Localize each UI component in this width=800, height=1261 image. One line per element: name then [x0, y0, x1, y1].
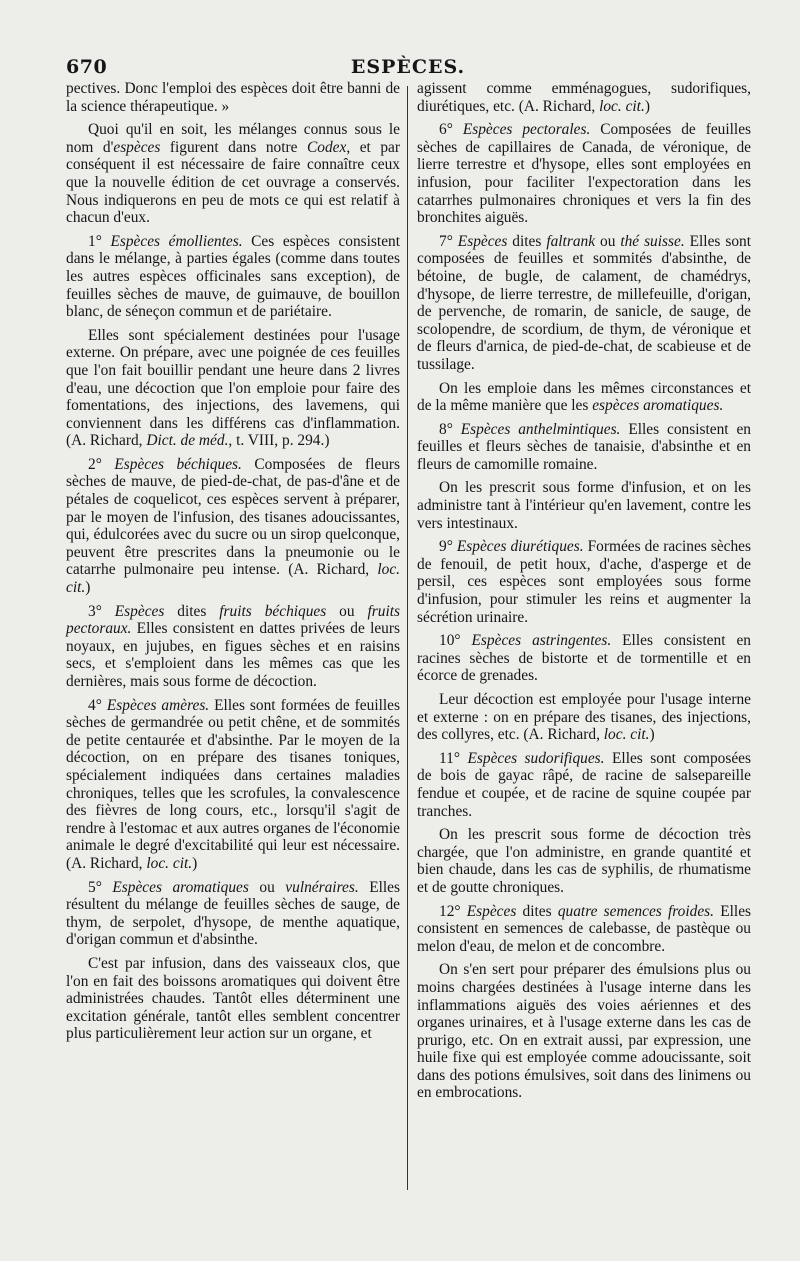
column-divider	[407, 86, 408, 1190]
paragraph: On les prescrit sous forme d'infusion, et on les administre tant à l'intérieur qu'en lavement, contre les vers intestinaux.	[417, 479, 751, 532]
section-ameres: 4° Espèces amères. Elles sont formées de feuilles sèches de germandrée ou petit chêne, et de sommités de petite centaurée et d'absinthe. Par le moyen de la décoction, on en prépare des tisanes toniques, spécialement indiquées dans certaines maladies chroniques, telles que les scrofules, la convalescence des fièvres de long cours, etc., lorsqu'il s'agit de rendre à l'estomac et aux autres organes de l'économie animale le degré d'excitabilité qui leur est nécessaire. (A. Richard, loc. cit.)	[66, 696, 400, 872]
section-emollientes: 1° Espèces émollientes. Ces espèces consistent dans le mélange, à parties égales (comme dans toutes les autres espèces officinales sans exception), de feuilles sèches de mauve, de guimauve, de bouillon blanc, de séneçon commun et de pariétaire.	[66, 232, 400, 321]
section-pectorales: 6° Espèces pectorales. Composées de feuilles sèches de capillaires de Canada, de véronique, de lierre terrestre et d'hysope, elles sont employées en infusion, pour faciliter l'expectoration dans les catarrhes pulmonaires chroniques et vers la fin des bronchites aiguës.	[417, 121, 752, 227]
section-title: Espèces	[466, 902, 517, 920]
paragraph: pectives. Donc l'emploi des espèces doit être banni de la science thérapeutique. »	[66, 80, 400, 115]
section-title: Espèces aromatiques	[112, 878, 249, 896]
paragraph: Leur décoction est employée pour l'usage interne et externe : on en prépare des tisanes, des injections, des collyres, etc. (A. Richard, loc. cit.)	[417, 691, 751, 744]
section-diuretiques: 9° Espèces diurétiques. Formées de racines sèches de fenouil, de petit houx, d'ache, d'asperge et de persil, ces espèces sont employées sous forme d'infusion, pour stimuler les reins et augmenter la sécrétion urinaire.	[417, 538, 752, 626]
running-title: ESPÈCES.	[350, 56, 466, 78]
paragraph: Quoi qu'il en soit, les mélanges connus sous le nom d'espèces figurent dans notre Codex, et par conséquent il est nécessaire de faire connaître ceux que la nouvelle édition de cet ouvrage a conservés. Nous indiquerons en peu de mots ce qui est relatif à chacun d'eux.	[66, 121, 400, 227]
section-title: Espèces anthelmintiques.	[460, 420, 621, 438]
paragraph: On les prescrit sous forme de décoction très chargée, que l'on administre, en grande quantité et bien chaude, dans les cas de syphilis, de rhumatisme et de goutte chroniques.	[417, 826, 751, 896]
section-fruits-bechiques: 3° Espèces dites fruits béchiques ou fruits pectoraux. Elles consistent en dattes privées de leurs noyaux, en jujubes, en figues sèches et en raisins secs, et s'emploient dans les mêmes cas que les dernières, mais sous forme de décoction.	[66, 602, 401, 690]
section-title: Espèces béchiques.	[114, 455, 242, 473]
paragraph: On s'en sert pour préparer des émulsions plus ou moins chargées destinées à l'usage interne dans les inflammations aiguës des voies aériennes et des organes urinaires, et à l'usage externe dans les cas de prurigo, etc. On en extrait aussi, par expression, une huile fixe qui est employée comme adoucissante, soit dans des potions émulsives, soit dans des linimens ou en embrocations.	[417, 961, 751, 1102]
section-semences-froides: 12° Espèces dites quatre semences froides. Elles consistent en semences de calebasse, de pastèque ou melon d'eau, de melon et de concombre.	[417, 902, 752, 955]
section-title: Espèces amères.	[106, 696, 210, 714]
section-sudorifiques: 11° Espèces sudorifiques. Elles sont composées de bois de gayac râpé, de racine de salsepareille fendue et coupée, et de racine de squine coupée par tranches.	[417, 749, 751, 820]
page-header	[66, 56, 750, 80]
section-bechiques: 2° Espèces béchiques. Composées de fleurs sèches de mauve, de pied-de-chat, de pas-d'âne et de pétales de coquelicot, ces espèces servent à préparer, par le moyen de l'infusion, des tisanes adoucissantes, qui, édulcorées avec du sucre ou un sirop quelconque, peuvent être prescrites dans la pneumonie ou le catarrhe pulmonaire peu intense. (A. Richard, loc. cit.)	[66, 455, 401, 597]
section-title: Espèces pectorales.	[462, 121, 591, 139]
paragraph: Elles sont spécialement destinées pour l'usage externe. On prépare, avec une poignée de ces feuilles que l'on fait bouillir pendant une heure dans 2 livres d'eau, une décoction que l'on emploie pour faire des fomentations, des injections, des lavemens, qui conviennent dans les différens cas d'inflammation. (A. Richard, Dict. de méd., t. VIII, p. 294.)	[66, 326, 400, 450]
section-aromatiques: 5° Espèces aromatiques ou vulnéraires. Elles résultent du mélange de feuilles sèches de sauge, de thym, de serpolet, d'hysope, de menthe aquatique, d'origan commun et d'absinthe.	[66, 878, 400, 949]
right-column	[417, 80, 751, 1108]
left-column	[66, 80, 400, 1049]
section-title: Espèces émollientes.	[110, 232, 243, 250]
paragraph: C'est par infusion, dans des vaisseaux clos, que l'on en fait des boissons aromatiques qui doivent être administrées chaudes. Tantôt elles déterminent une excitation générale, tantôt elles semblent concentrer plus particulièrement leur action sur un organe, et	[66, 954, 400, 1043]
section-title: Espèces astringentes.	[471, 632, 612, 650]
section-anthelmintiques: 8° Espèces anthelmintiques. Elles consistent en feuilles et fleurs sèches de tanaisie, d'absinthe et en fleurs de camomille romaine.	[417, 420, 751, 473]
paragraph: On les emploie dans les mêmes circonstances et de la même manière que les espèces aromatiques.	[417, 379, 751, 415]
section-title: Espèces sudorifiques.	[467, 749, 605, 767]
section-title: Espèces	[457, 232, 508, 250]
page-number: 670	[66, 56, 108, 78]
section-title: Espèces diurétiques.	[456, 538, 584, 556]
section-faltrank: 7° Espèces dites faltrank ou thé suisse. Elles sont composées de feuilles et sommités d'absinthe, de bétoine, de bugle, de calament, de chamédrys, d'hysope, de lierre terrestre, de millefeuille, d'origan, de pervenche, de romarin, de sanicle, de sauge, de scolopendre, de scordium, de thym, de véronique et de fleurs d'arnica, de pied-de-chat, de scabieuse et de tussilage.	[417, 232, 751, 373]
section-astringentes: 10° Espèces astringentes. Elles consistent en racines sèches de bistorte et de tormentille et en écorce de grenades.	[417, 632, 751, 685]
section-title: Espèces	[114, 602, 165, 620]
paragraph: agissent comme emménagogues, sudorifiques, diurétiques, etc. (A. Richard, loc. cit.)	[417, 80, 751, 115]
